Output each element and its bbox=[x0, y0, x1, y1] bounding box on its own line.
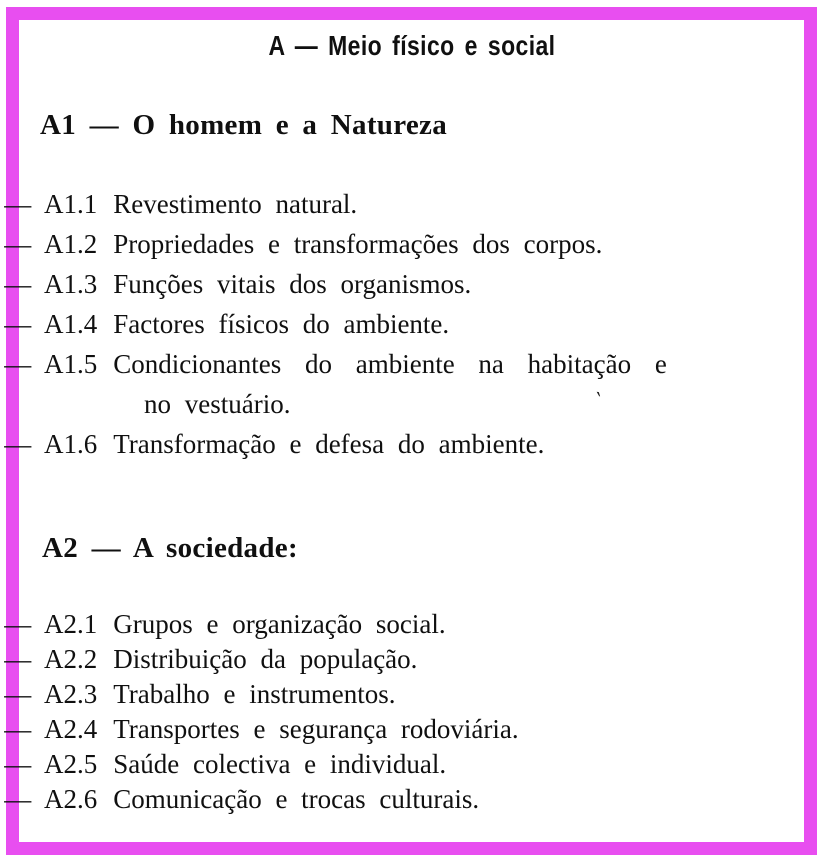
list-item-a1-4 bbox=[44, 304, 786, 344]
list-item-a2-4 bbox=[44, 712, 786, 747]
item-code: A2.3 bbox=[44, 679, 98, 709]
list-item-a1-3 bbox=[44, 264, 786, 304]
list-a2 bbox=[44, 607, 786, 817]
item-text: Factores físicos do ambiente. bbox=[113, 309, 450, 339]
item-code: A1.1 bbox=[44, 189, 98, 219]
item-code: A1.4 bbox=[44, 309, 98, 339]
item-text: Comunicação e trocas culturais. bbox=[113, 784, 480, 814]
list-item-a1-2 bbox=[44, 224, 786, 264]
item-text: Condicionantes do ambiente na habitação e bbox=[113, 349, 667, 379]
item-code: A2.4 bbox=[44, 714, 98, 744]
item-text: Saúde colectiva e individual. bbox=[113, 749, 447, 779]
item-code: A2.5 bbox=[44, 749, 98, 779]
item-text: Transformação e defesa do ambiente. bbox=[113, 429, 545, 459]
section-heading-a2: A2 — A sociedade: bbox=[42, 532, 298, 564]
item-text-continuation: no vestuário. bbox=[144, 389, 291, 419]
list-item-a2-1 bbox=[44, 607, 786, 642]
item-text: Transportes e segurança rodoviária. bbox=[113, 714, 519, 744]
list-a1 bbox=[44, 184, 786, 464]
item-code: A2.1 bbox=[44, 609, 98, 639]
item-code: A1.5 bbox=[44, 349, 98, 379]
page-title bbox=[19, 30, 805, 62]
list-item-a1-5 bbox=[44, 344, 786, 424]
list-item-a1-6 bbox=[44, 424, 786, 464]
item-text: Distribuição da população. bbox=[113, 644, 418, 674]
section-heading-a1: A1 — O homem e a Natureza bbox=[40, 109, 448, 141]
list-item-a2-3 bbox=[44, 677, 786, 712]
item-code: A2.2 bbox=[44, 644, 98, 674]
item-text: Revestimento natural. bbox=[113, 189, 358, 219]
list-item-a1-1 bbox=[44, 184, 786, 224]
item-code: A2.6 bbox=[44, 784, 98, 814]
item-code: A1.3 bbox=[44, 269, 98, 299]
scan-artifact-mark: ‵ bbox=[593, 387, 602, 414]
item-text: Grupos e organização social. bbox=[113, 609, 446, 639]
page-title-text: A — Meio físico e social bbox=[268, 30, 556, 61]
item-text: Propriedades e transformações dos corpos. bbox=[113, 229, 603, 259]
item-code: A1.2 bbox=[44, 229, 98, 259]
list-item-a2-5 bbox=[44, 747, 786, 782]
list-item-a2-6 bbox=[44, 782, 786, 817]
item-text: Funções vitais dos organismos. bbox=[113, 269, 472, 299]
item-code: A1.6 bbox=[44, 429, 98, 459]
list-item-a2-2 bbox=[44, 642, 786, 677]
item-text: Trabalho e instrumentos. bbox=[113, 679, 396, 709]
